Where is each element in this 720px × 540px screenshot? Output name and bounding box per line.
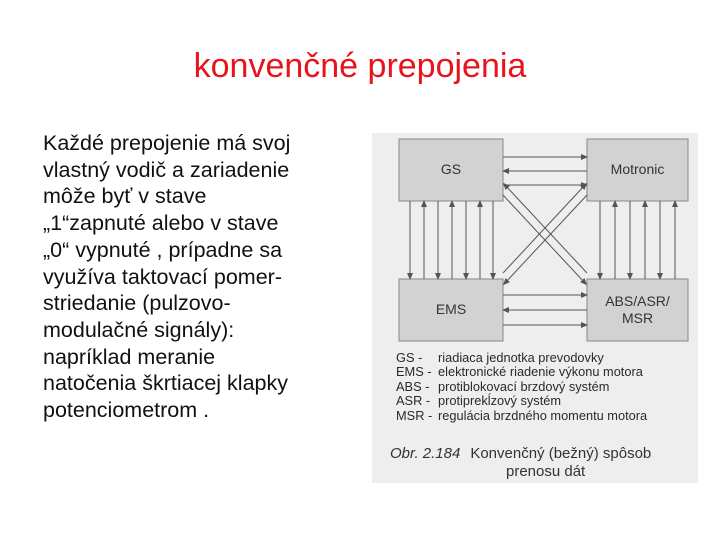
- legend-text: regulácia brzdného momentu motora: [438, 407, 648, 423]
- ems-abs-connections: [503, 295, 587, 325]
- body-line: vlastný vodič a zariadenie: [43, 157, 290, 182]
- motronic-box-label: Motronic: [610, 161, 665, 177]
- figure-caption: [390, 445, 696, 481]
- slide-title: konvenčné prepojenia: [193, 47, 527, 85]
- legend-row: [396, 351, 696, 365]
- motronic-abs-connections: [600, 201, 675, 279]
- diagonal-connections: [503, 185, 587, 283]
- body-line: striedanie (pulzovo-: [43, 291, 231, 316]
- legend-text: riadiaca jednotka prevodovky: [438, 350, 604, 365]
- abs-box-label-line2: MSR: [621, 310, 654, 326]
- legend-abbr: ASR -: [396, 393, 431, 409]
- abs-box-label-line1: ABS/ASR/: [605, 293, 670, 309]
- body-line: modulačné signály):: [43, 317, 235, 342]
- figure-number: Obr. 2.184: [390, 445, 461, 462]
- body-line: potenciometrom .: [43, 398, 210, 423]
- body-line: natočenia škrtiacej klapky: [43, 371, 288, 396]
- gs-motronic-connections: [503, 157, 587, 185]
- connection-diagram-figure: [372, 133, 698, 483]
- legend-abbr: MSR -: [396, 407, 433, 423]
- body-text: [43, 130, 353, 424]
- legend-abbr: EMS -: [396, 364, 432, 380]
- gs-ems-connections: [410, 201, 493, 279]
- legend-text: protiprekĺzový systém: [438, 393, 562, 409]
- legend-text: protiblokovací brzdový systém: [438, 378, 610, 394]
- legend-abbr: GS -: [396, 350, 423, 365]
- ems-box-label: EMS: [435, 301, 467, 317]
- body-line: „1“zapnuté alebo v stave: [43, 211, 279, 236]
- diagram-legend: [396, 351, 696, 423]
- caption-line1: Konvenčný (bežný) spôsob: [470, 445, 652, 462]
- body-line: napríklad meranie: [43, 344, 216, 369]
- legend-row: [396, 380, 696, 394]
- legend-text: elektronické riadenie výkonu motora: [438, 364, 643, 380]
- legend-row: [396, 365, 696, 379]
- body-line: využíva taktovací pomer-: [43, 264, 282, 289]
- caption-line2: prenosu dát: [506, 463, 586, 480]
- body-line: Každé prepojenie má svoj: [43, 131, 291, 155]
- legend-row: [396, 394, 696, 408]
- gs-box-label: GS: [440, 161, 462, 177]
- legend-abbr: ABS -: [396, 378, 430, 394]
- body-line: môže byť v stave: [43, 184, 207, 209]
- body-line: „0“ vypnuté , prípadne sa: [43, 237, 283, 262]
- legend-row: [396, 409, 696, 423]
